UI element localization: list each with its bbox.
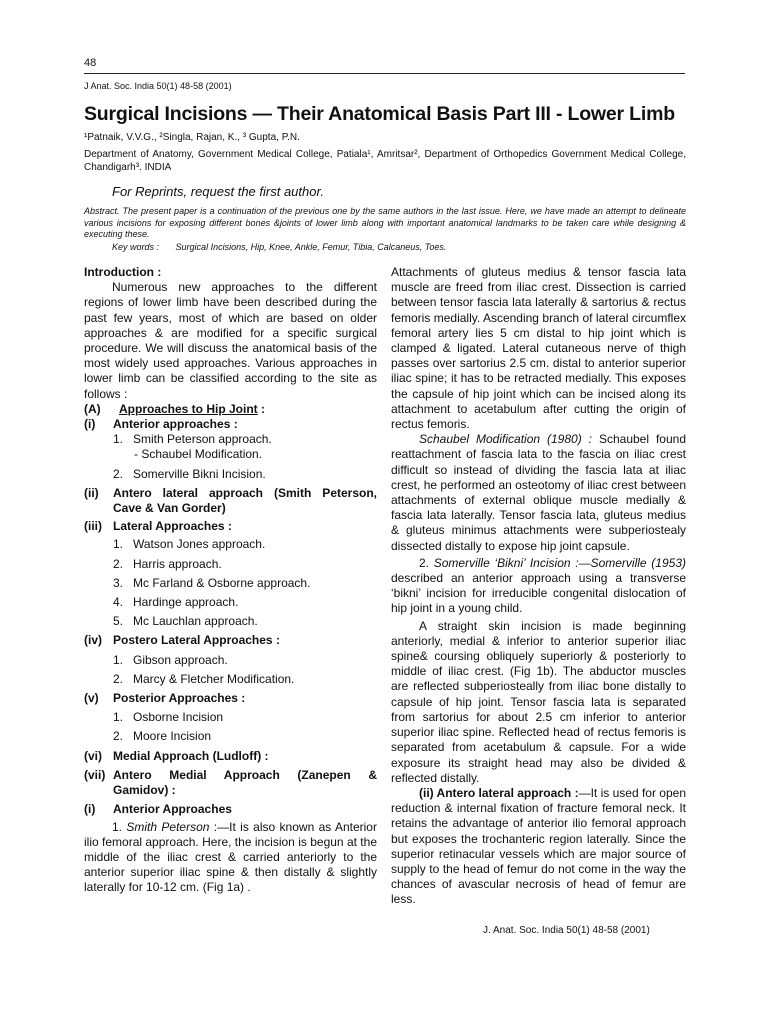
- list-item: 4. Hardinge approach.: [113, 595, 239, 610]
- list-item: 1. Osborne Incision: [113, 710, 224, 725]
- keywords: [112, 242, 446, 252]
- abstract: Abstract. The present paper is a continuation of the previous one by the same authors in the last issue. Here, we have made an attempt to delineate various incisions for exposing different bones &joints of lower limb along with important anatomical landmarks to be taken care while designing & executing these.: [84, 206, 686, 239]
- list-heading: (vi) Medial Approach (Ludloff) :: [84, 748, 269, 763]
- list-item: 5. Mc Lauchlan approach.: [113, 614, 258, 629]
- list-item: 1. Gibson approach.: [113, 652, 228, 667]
- list-item: 1. Smith Peterson approach.: [113, 432, 272, 447]
- list-heading: (vii) Antero Medial Approach (Zanepen & Gamidov) :: [84, 767, 377, 798]
- paragraph: (ii) Antero lateral approach :—It is used for open reduction & internal fixation of fracture femoral neck. It retains the advantage of anterior ilio femoral approach but exposes the trochanteric region laterally. Since the superior retinacular vessels which are major source of supply to the head of femur do not come in the way the chances of avascular necrosis of head of femur are less.: [391, 785, 686, 907]
- list-item: 3. Mc Farland & Osborne approach.: [113, 575, 311, 590]
- list-heading: (i) Anterior approaches :: [84, 417, 238, 432]
- list-heading: (iv) Postero Lateral Approaches :: [84, 633, 280, 648]
- reprints-note: For Reprints, request the first author.: [112, 184, 324, 199]
- journal-reference: J Anat. Soc. India 50(1) 48-58 (2001): [84, 81, 232, 91]
- left-column: [84, 265, 377, 896]
- list-item: - Schaubel Modification.: [134, 447, 263, 462]
- paragraph: Numerous new approaches to the different regions of lower limb have been described during the past few years, most of which are based on older approaches & are modified for a specific surgical procedure. We will discuss the anatomical basis of the most widely used approaches. Various approaches in lower limb can be classified according to the site as follows :: [84, 280, 377, 401]
- list-heading: (A) Approaches to Hip Joint :: [84, 401, 266, 416]
- keywords-value: Surgical Incisions, Hip, Knee, Ankle, Femur, Tibia, Calcaneus, Toes.: [175, 242, 447, 252]
- article-title: Surgical Incisions — Their Anatomical Basis Part III - Lower Limb: [84, 103, 675, 125]
- list-item: 2. Somerville Bikni Incision.: [113, 466, 266, 481]
- right-column: [391, 265, 686, 908]
- header-rule: [84, 73, 685, 74]
- paragraph: 2. Somerville ‘Bikni’ Incision :—Somerville (1953) described an anterior approach using a transverse ‘bikni’ incision for irreducible congenital dislocation of hip joint in a young child.: [391, 555, 686, 616]
- paragraph: 1. Smith Peterson :—It is also known as Anterior ilio femoral approach. Here, the incision is begun at the middle of the iliac crest & carried anteriorly to the anterior superior iliac spine & then distally & slightly laterally for 10-12 cm. (Fig 1a) .: [84, 819, 377, 895]
- list-item: 2. Moore Incision: [113, 729, 212, 744]
- list-heading: (v) Posterior Approaches :: [84, 691, 246, 706]
- keywords-label: Key words :: [112, 242, 160, 252]
- page-number: 48: [84, 57, 97, 69]
- paragraph: Attachments of gluteus medius & tensor fascia lata muscle are freed from iliac crest. Dissection is carried between tensor fascia lata laterally & sartorius & rectus femoris medially. Ascending branch of lateral circumflex femoral artery lies 5 cm distal to hip joint which is clamped & ligated. Lateral cutaneous nerve of thigh passes over sartorius 2.5 cm. distal to anterior superior iliac spine; it has to be retracted medially. This exposes the capsule of hip joint which can be incised along its attachment to acetabulum after cutting the origin of rectus femoris.: [391, 265, 686, 432]
- authors: ¹Patnaik, V.V.G., ²Singla, Rajan, K., ³ Gupta, P.N.: [84, 132, 300, 143]
- section-heading: Introduction :: [84, 265, 162, 279]
- list-heading: (ii) Antero lateral approach (Smith Peterson, Cave & Van Gorder): [84, 485, 377, 516]
- list-heading: (iii) Lateral Approaches :: [84, 519, 232, 534]
- list-heading: (i) Anterior Approaches: [84, 802, 232, 817]
- paragraph: Schaubel Modification (1980) : Schaubel found reattachment of fascia lata to the fascia on iliac crest difficult so instead of dividing the fascia lata at iliac crest, he performed an osteotomy of iliac crest between attachments of external oblique muscle medially & fascia lata laterally. Tensor fascia lata, gluteus medius & gluteus minimus attachments were subperiostealy dissected distally to expose hip joint capsule.: [391, 432, 686, 553]
- list-item: 2. Marcy & Fletcher Modification.: [113, 671, 295, 686]
- footer-journal-reference: J. Anat. Soc. India 50(1) 48-58 (2001): [483, 925, 650, 936]
- list-item: 2. Harris approach.: [113, 556, 222, 571]
- paragraph: A straight skin incision is made beginning anteriorly, medial & inferior to anterior superior iliac spine& coursing obliquely superiorly & posteriorly to middle of iliac crest. (Fig 1b). The abductor muscles are reflected subperiosteally from iliac bone distally to capsule of hip joint. Tensor fascia lata is separated from sartorius for about 2.5 cm inferior to anterior superior iliac spine. Reflected head of rectus femoris is separated from acetabulum & capsule. For a wide exposure its straight head may also be divided & reflected distally.: [391, 618, 686, 785]
- list-item: 1. Watson Jones approach.: [113, 537, 266, 552]
- affiliation: Department of Anatomy, Government Medical College, Patiala¹, Amritsar², Department of Orthopedics Government Medical College, Chandigarh³. INDIA: [84, 149, 686, 173]
